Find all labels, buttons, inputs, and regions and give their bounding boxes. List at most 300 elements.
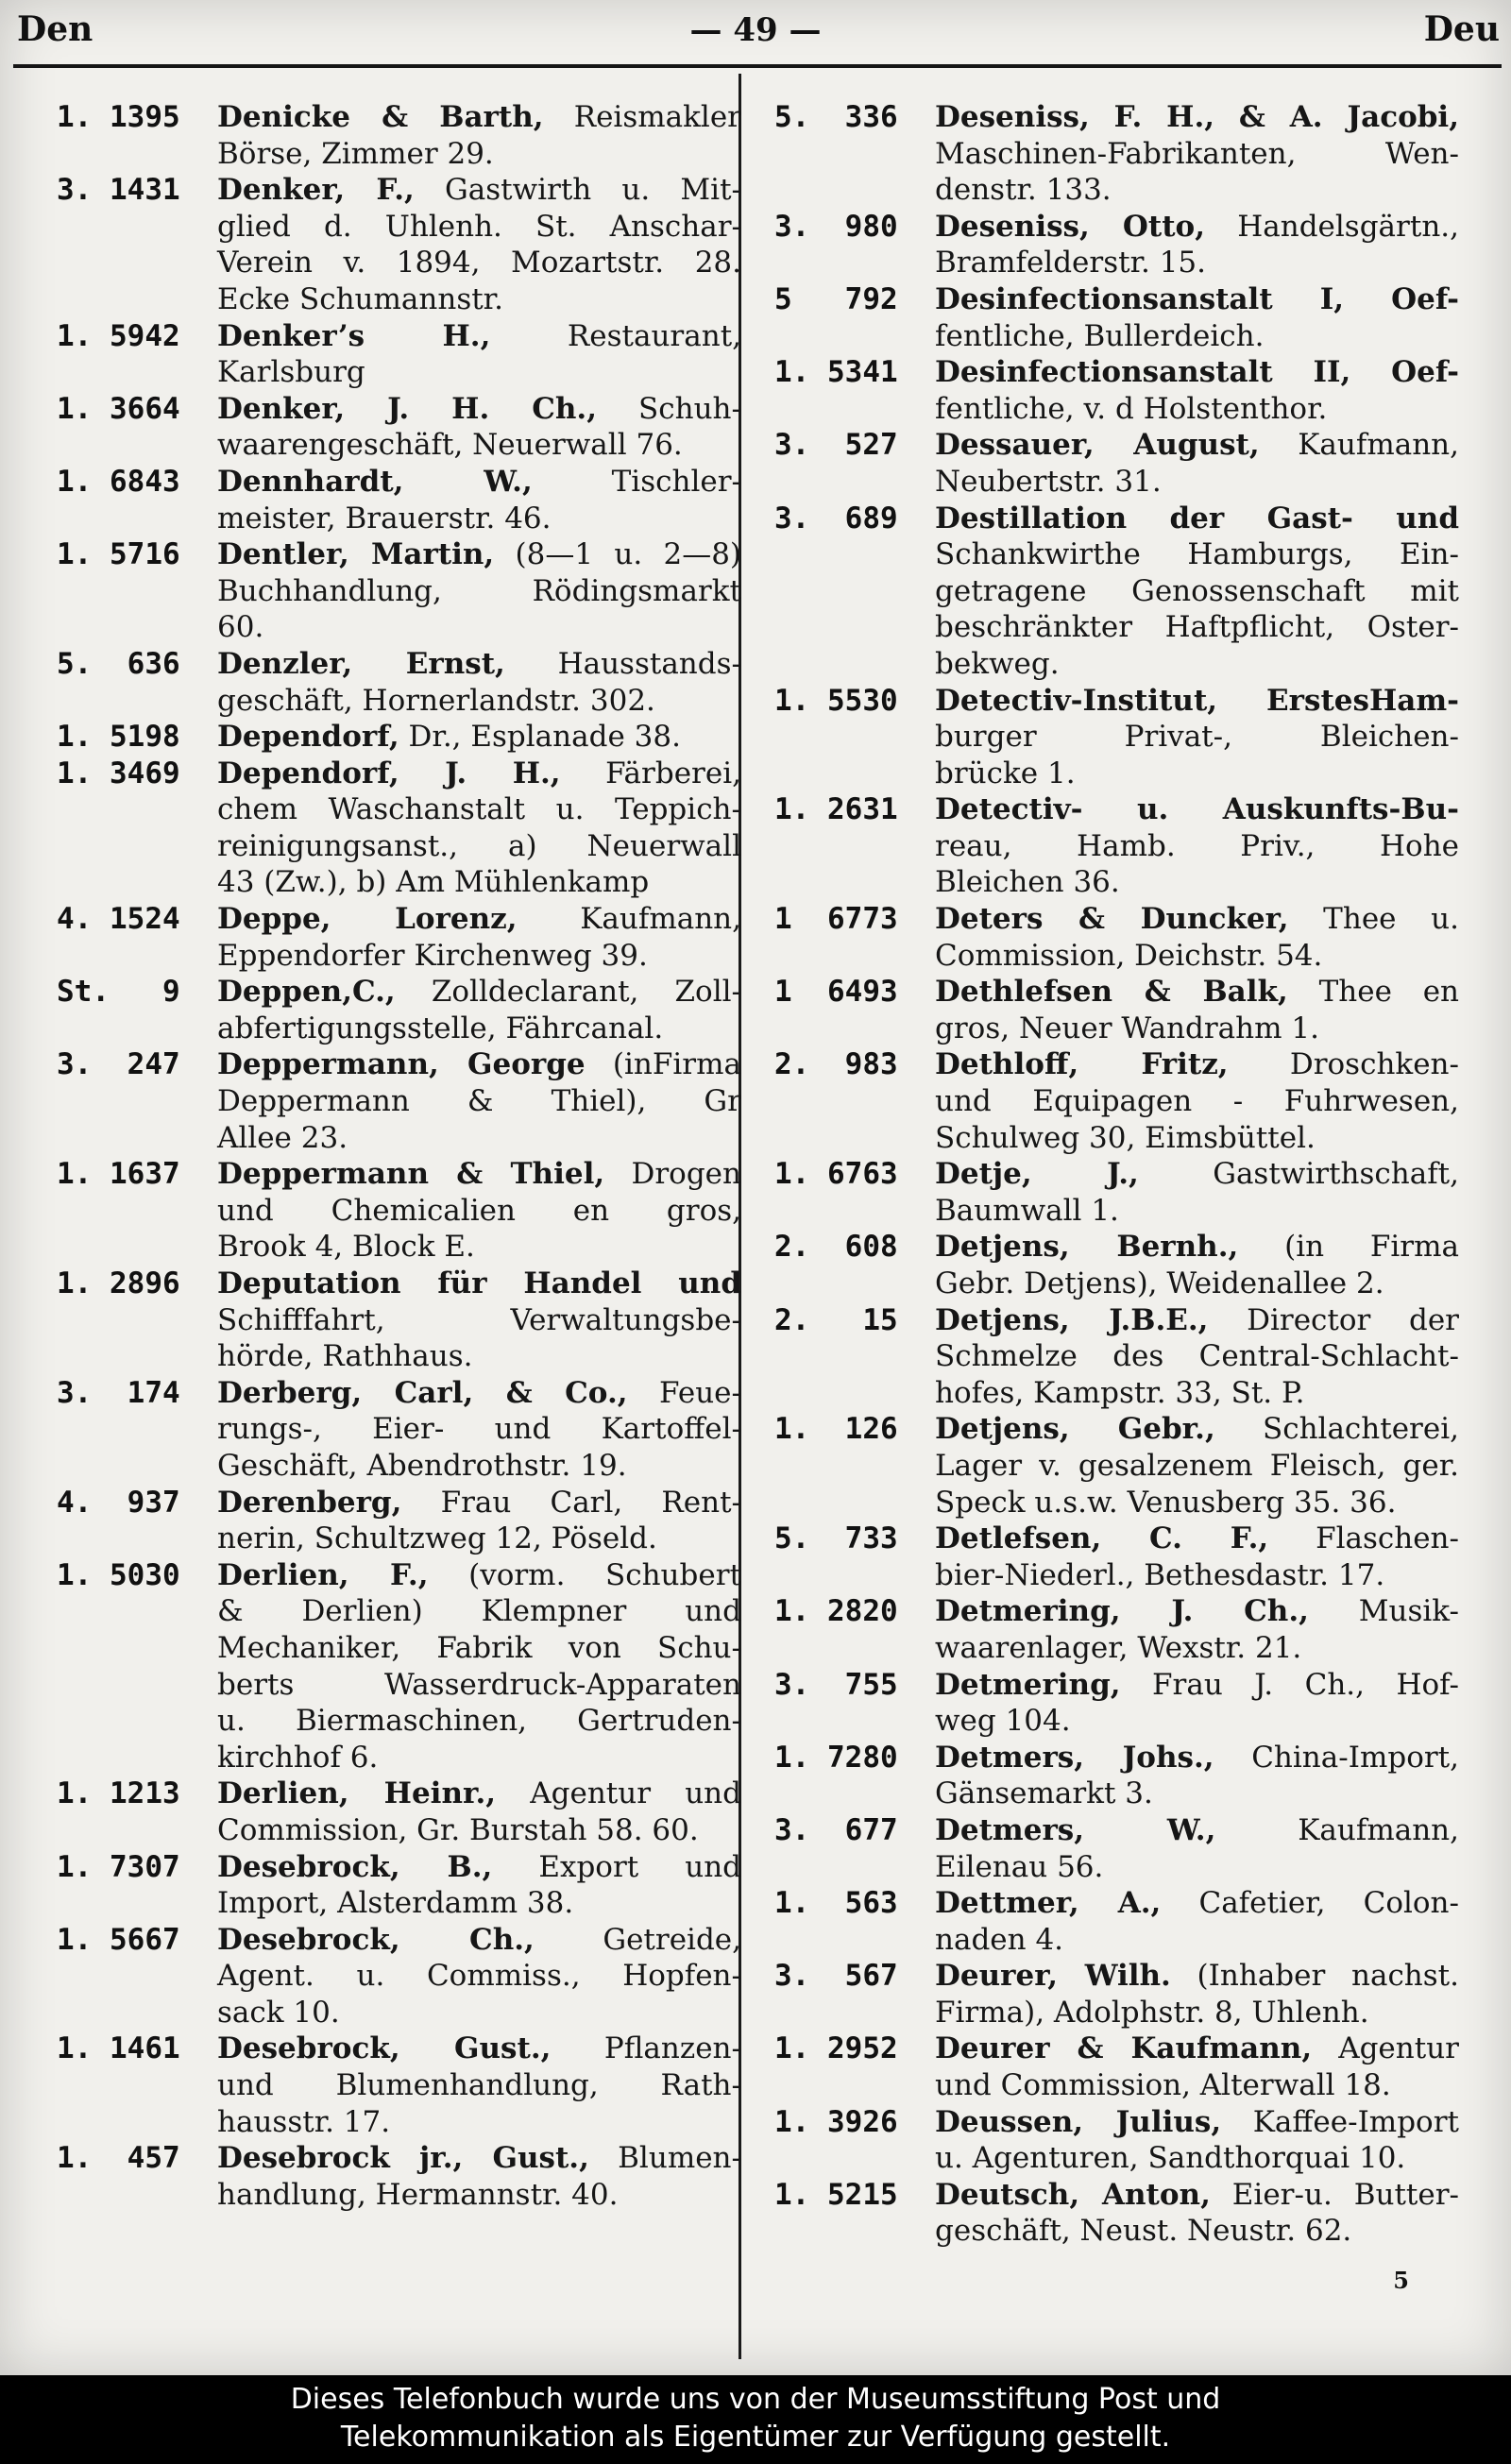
entry-detail: Kaffee-Import bbox=[1252, 2104, 1459, 2139]
entry-detail: Commission, Gr. Burstah 58. 60. bbox=[217, 1812, 699, 1847]
entry-name: Denzler, Ernst, bbox=[217, 646, 505, 681]
entry-text bbox=[217, 1557, 741, 1776]
entry-detail: (8—1 u. 2—8) bbox=[515, 537, 742, 572]
entry-text bbox=[217, 1375, 741, 1485]
directory-entry bbox=[57, 2140, 741, 2213]
entry-detail: Import, Alsterdamm 38. bbox=[217, 1886, 574, 1921]
directory-entry bbox=[774, 1229, 1473, 1301]
entry-detail: Börse, Zimmer 29. bbox=[217, 136, 494, 171]
entry-detail: Agentur und bbox=[530, 1776, 741, 1811]
entry-name: Dennhardt, W., bbox=[217, 464, 533, 499]
phone-number: 2. 983 bbox=[774, 1047, 898, 1082]
entry-text bbox=[217, 1156, 741, 1266]
entry-detail: fentliche, v. d Holstenthor. bbox=[935, 391, 1328, 426]
phone-number: 1. 6843 bbox=[57, 464, 180, 499]
phone-number: 1. 5667 bbox=[57, 1922, 180, 1957]
directory-entry bbox=[57, 99, 741, 172]
entry-name: Detmering, J. Ch., bbox=[935, 1594, 1309, 1629]
directory-entry bbox=[57, 1557, 741, 1776]
entry-text bbox=[935, 281, 1459, 354]
directory-entry bbox=[57, 318, 741, 391]
entry-name: Desebrock, Ch., bbox=[217, 1922, 535, 1957]
phone-number: 1. 3664 bbox=[57, 391, 180, 426]
entry-text bbox=[217, 2031, 741, 2140]
entry-text bbox=[935, 1958, 1459, 2031]
signature-mark: 5 bbox=[1393, 2267, 1409, 2294]
entry-detail: Schlachterei, bbox=[1262, 1412, 1459, 1447]
phone-number: 1. 2820 bbox=[774, 1594, 898, 1629]
entry-name: Derenberg, bbox=[217, 1485, 402, 1520]
entry-name: Destillation der Gast- und bbox=[935, 501, 1459, 535]
entry-text bbox=[935, 1302, 1459, 1412]
entry-detail: fentliche, Bullerdeich. bbox=[935, 318, 1265, 353]
phone-number: 3. 689 bbox=[774, 501, 898, 535]
entry-text bbox=[935, 1046, 1459, 1156]
entry-text bbox=[935, 2104, 1459, 2177]
entry-detail: chem Waschanstalt u. Teppich- bbox=[217, 792, 741, 827]
entry-detail: Restaurant, bbox=[567, 318, 741, 353]
phone-number: 3. 174 bbox=[57, 1375, 180, 1410]
directory-entry bbox=[774, 1885, 1473, 1958]
entry-name: Dentler, Martin, bbox=[217, 537, 495, 572]
entry-detail: Schuh- bbox=[638, 391, 741, 426]
directory-entry bbox=[57, 1046, 742, 1156]
entry-detail: Eilenau 56. bbox=[935, 1849, 1104, 1884]
entry-name: Denicke & Barth, bbox=[217, 100, 544, 134]
entry-text bbox=[935, 1593, 1459, 1666]
entry-detail: Verein v. 1894, Mozartstr. 28. bbox=[217, 246, 741, 280]
entry-name: Deters & Duncker, bbox=[935, 902, 1289, 937]
directory-entry bbox=[57, 1156, 741, 1266]
phone-number: 1. 1395 bbox=[57, 100, 180, 134]
entry-detail: und Chemicalien en gros, bbox=[217, 1193, 741, 1228]
entry-text bbox=[217, 536, 741, 646]
entry-name: Deussen, Julius, bbox=[935, 2104, 1222, 2139]
entry-text bbox=[217, 756, 741, 901]
entry-detail: Kaufmann, bbox=[580, 902, 741, 937]
entry-detail: sack 10. bbox=[217, 1995, 340, 2030]
entry-text bbox=[217, 646, 741, 719]
directory-entry bbox=[57, 1776, 741, 1848]
directory-entry bbox=[774, 354, 1473, 427]
entry-name: Desebrock, Gust., bbox=[217, 2031, 552, 2066]
entry-text bbox=[217, 719, 741, 756]
phone-number: 1. 5215 bbox=[774, 2177, 898, 2212]
entry-detail: Feue- bbox=[659, 1375, 741, 1410]
entry-detail: geschäft, Neust. Neustr. 62. bbox=[935, 2214, 1352, 2249]
directory-entry bbox=[774, 791, 1473, 901]
entry-text bbox=[935, 2177, 1459, 2250]
entry-name: Derlien, F., bbox=[217, 1557, 429, 1592]
entry-detail: Mechaniker, Fabrik von Schu- bbox=[217, 1630, 741, 1665]
entry-detail: naden 4. bbox=[935, 1922, 1064, 1957]
entry-text bbox=[935, 1411, 1459, 1521]
entry-detail: Schankwirthe Hamburgs, Ein- bbox=[935, 537, 1459, 572]
entry-detail: Eppendorfer Kirchenweg 39. bbox=[217, 938, 648, 973]
entry-text bbox=[217, 1922, 741, 2031]
directory-entry bbox=[774, 281, 1473, 354]
footer-line-2: Telekommunikation als Eigentümer zur Verfügung gestellt. bbox=[340, 2421, 1171, 2454]
directory-entry bbox=[774, 99, 1473, 209]
entry-detail: brücke 1. bbox=[935, 756, 1076, 790]
entry-detail: und Blumenhandlung, Rath- bbox=[217, 2068, 741, 2103]
entry-name: Detjens, J.B.E., bbox=[935, 1302, 1209, 1337]
phone-number: 1. 3469 bbox=[57, 756, 180, 790]
entry-detail: Schifffahrt, Verwaltungsbe- bbox=[217, 1302, 741, 1337]
phone-number: 1. 5198 bbox=[57, 720, 180, 755]
entry-detail: (in Firma bbox=[1284, 1230, 1459, 1265]
entry-detail: meister, Brauerstr. 46. bbox=[217, 501, 552, 535]
entry-text bbox=[935, 683, 1459, 792]
entry-text bbox=[217, 464, 741, 536]
directory-entry bbox=[57, 2031, 741, 2140]
phone-number: 4. 937 bbox=[57, 1485, 180, 1520]
entry-detail: Schmelze des Central-Schlacht- bbox=[935, 1339, 1459, 1374]
entry-detail: Frau Carl, Rent- bbox=[440, 1485, 742, 1520]
phone-number: 1. 7307 bbox=[57, 1849, 180, 1884]
directory-entry bbox=[774, 974, 1473, 1046]
directory-entry bbox=[57, 1849, 742, 1922]
phone-number: 1. 457 bbox=[57, 2141, 180, 2176]
phone-number: 1. 1637 bbox=[57, 1157, 180, 1192]
directory-entry bbox=[774, 1302, 1473, 1412]
page-number: — 49 — bbox=[689, 11, 822, 49]
header-right-keyword: Deu bbox=[1423, 9, 1500, 49]
entry-detail: Gastwirth u. Mit- bbox=[444, 173, 742, 208]
entry-detail: glied d. Uhlenh. St. Anschar- bbox=[217, 209, 741, 244]
directory-entry bbox=[774, 901, 1473, 974]
directory-entry bbox=[774, 1812, 1473, 1885]
entry-name: Detectiv- u. Auskunfts-Bu- bbox=[935, 792, 1459, 827]
entry-detail: und Equipagen - Fuhrwesen, bbox=[935, 1084, 1459, 1119]
directory-entry bbox=[57, 1266, 741, 1375]
entry-text bbox=[217, 1776, 741, 1848]
entry-text bbox=[217, 391, 741, 464]
entry-detail: Director der bbox=[1247, 1302, 1459, 1337]
phone-number: 1. 1461 bbox=[57, 2031, 180, 2066]
entry-text bbox=[217, 1485, 741, 1557]
entry-name: Dependorf, J. H., bbox=[217, 756, 561, 790]
entry-text bbox=[935, 901, 1459, 974]
entry-name: Deputation für Handel und bbox=[217, 1266, 741, 1300]
entry-name: Detmering, bbox=[935, 1667, 1121, 1702]
phone-number: 2. 15 bbox=[774, 1302, 898, 1337]
entry-detail: Eier-u. Butter- bbox=[1231, 2177, 1459, 2212]
phone-number: 5 792 bbox=[774, 281, 898, 316]
entry-detail: China-Import, bbox=[1251, 1740, 1459, 1775]
footer-line-1: Dieses Telefonbuch wurde uns von der Museumsstiftung Post und bbox=[290, 2383, 1221, 2416]
entry-name: Deppermann & Thiel, bbox=[217, 1157, 605, 1192]
entry-detail: Musik- bbox=[1358, 1594, 1460, 1629]
entry-name: Desinfectionsanstalt II, Oef- bbox=[935, 355, 1459, 390]
entry-text bbox=[217, 974, 741, 1046]
entry-detail: Flaschen- bbox=[1316, 1521, 1459, 1556]
directory-entry bbox=[774, 1156, 1473, 1229]
entry-detail: Blumen- bbox=[618, 2141, 741, 2176]
phone-number: 1. 5030 bbox=[57, 1557, 180, 1592]
entry-name: Deseniss, Otto, bbox=[935, 209, 1206, 244]
entry-text bbox=[217, 172, 741, 317]
directory-entry bbox=[774, 1667, 1473, 1740]
entry-name: Detje, J., bbox=[935, 1157, 1139, 1192]
entry-name: Deseniss, F. H., & A. Jacobi, bbox=[935, 100, 1459, 134]
entry-text bbox=[935, 1521, 1459, 1593]
entry-name: Dethlefsen & Balk, bbox=[935, 975, 1288, 1010]
entry-detail: 60. bbox=[217, 610, 264, 645]
entry-detail: hörde, Rathhaus. bbox=[217, 1339, 473, 1374]
directory-entry bbox=[57, 974, 742, 1046]
header-divider bbox=[13, 64, 1502, 68]
entry-text bbox=[935, 1885, 1459, 1958]
entry-text bbox=[935, 1812, 1459, 1885]
entry-text bbox=[935, 1740, 1459, 1812]
entry-name: Deppe, Lorenz, bbox=[217, 902, 518, 937]
entry-detail: Thee u. bbox=[1323, 902, 1459, 937]
phone-number: 5. 733 bbox=[774, 1521, 898, 1556]
entry-detail: Tischler- bbox=[611, 464, 742, 499]
phone-number: 2. 608 bbox=[774, 1230, 898, 1265]
entry-name: Dethloff, Fritz, bbox=[935, 1047, 1229, 1082]
entry-detail: u. Agenturen, Sandthorquai 10. bbox=[935, 2141, 1406, 2176]
entry-name: Detmers, Johs., bbox=[935, 1740, 1214, 1775]
entry-text bbox=[935, 1156, 1459, 1229]
entry-detail: u. Biermaschinen, Gertruden- bbox=[217, 1704, 741, 1739]
entry-detail: Cafetier, Colon- bbox=[1198, 1886, 1459, 1921]
entry-name: Denker’s H., bbox=[217, 318, 491, 353]
entry-name: Deutsch, Anton, bbox=[935, 2177, 1211, 2212]
entry-detail: hausstr. 17. bbox=[217, 2104, 391, 2139]
directory-entry bbox=[774, 683, 1473, 792]
entry-detail: Bleichen 36. bbox=[935, 865, 1120, 900]
entry-text bbox=[217, 99, 741, 172]
entry-detail: Deppermann & Thiel), Gr bbox=[217, 1084, 741, 1119]
directory-entry bbox=[774, 1740, 1473, 1812]
entry-detail: Hausstands- bbox=[557, 646, 741, 681]
entry-detail: Gebr. Detjens), Weidenallee 2. bbox=[935, 1266, 1384, 1300]
entry-text bbox=[935, 2031, 1459, 2103]
entry-detail: Ecke Schumannstr. bbox=[217, 281, 503, 316]
entry-text bbox=[217, 1266, 741, 1375]
phone-number: 3. 1431 bbox=[57, 173, 180, 208]
entry-detail: & Derlien) Klempner und bbox=[217, 1594, 741, 1629]
entry-detail: Kaufmann, bbox=[1298, 1812, 1459, 1847]
phone-number: 1. 2896 bbox=[57, 1266, 180, 1300]
directory-entry bbox=[57, 1922, 742, 2031]
entry-text bbox=[217, 1849, 741, 1922]
entry-detail: beschränkter Haftpflicht, Oster- bbox=[935, 610, 1459, 645]
entry-detail: Thee en bbox=[1318, 975, 1460, 1010]
entry-detail: Karlsburg bbox=[217, 355, 365, 390]
entry-detail: waarenlager, Wexstr. 21. bbox=[935, 1630, 1302, 1665]
phone-number: 3. 247 bbox=[57, 1047, 180, 1082]
entry-name: Derlien, Heinr., bbox=[217, 1776, 497, 1811]
entry-detail: getragene Genossenschaft mit bbox=[935, 573, 1459, 608]
entry-text bbox=[935, 791, 1459, 901]
entry-detail: waarengeschäft, Neuerwall 76. bbox=[217, 428, 683, 463]
phone-number: 1. 5341 bbox=[774, 355, 898, 390]
left-column bbox=[57, 99, 742, 2213]
directory-entry bbox=[57, 464, 742, 536]
directory-entry bbox=[774, 209, 1473, 281]
directory-entry bbox=[774, 1046, 1473, 1156]
directory-entry bbox=[57, 391, 741, 464]
entry-detail: Droschken- bbox=[1289, 1047, 1459, 1082]
directory-entry bbox=[57, 756, 741, 901]
entry-detail: Färberei, bbox=[605, 756, 741, 790]
entry-detail: Dr., Esplanade 38. bbox=[408, 720, 681, 755]
entry-detail: Agentur bbox=[1338, 2031, 1459, 2066]
entry-name: Desinfectionsanstalt I, Oef- bbox=[935, 281, 1459, 316]
entry-detail: nerin, Schultzweg 12, Pöseld. bbox=[217, 1521, 657, 1556]
entry-detail: Zolldeclarant, Zoll- bbox=[431, 975, 742, 1010]
entry-detail: Drogen bbox=[631, 1157, 741, 1192]
entry-detail: handlung, Hermannstr. 40. bbox=[217, 2177, 619, 2212]
phone-number: 1 6773 bbox=[774, 902, 898, 937]
phone-number: 1. 2952 bbox=[774, 2031, 898, 2066]
entry-text bbox=[217, 318, 741, 391]
entry-detail: Frau J. Ch., Hof- bbox=[1152, 1667, 1459, 1702]
phone-number: 5. 336 bbox=[774, 100, 898, 134]
entry-name: Detectiv-Institut, ErstesHam- bbox=[935, 683, 1459, 718]
entry-name: Deppen,C., bbox=[217, 975, 396, 1010]
entry-detail: und Commission, Alterwall 18. bbox=[935, 2068, 1391, 2103]
entry-name: Desebrock jr., Gust., bbox=[217, 2141, 589, 2176]
entry-detail: 43 (Zw.), b) Am Mühlenkamp bbox=[217, 865, 650, 900]
entry-detail: Firma), Adolphstr. 8, Uhlenh. bbox=[935, 1995, 1369, 2030]
entry-text bbox=[935, 354, 1459, 427]
entry-detail: Commission, Deichstr. 54. bbox=[935, 938, 1323, 973]
directory-entry bbox=[774, 2031, 1473, 2103]
entry-detail: Brook 4, Block E. bbox=[217, 1230, 475, 1265]
entry-detail: reau, Hamb. Priv., Hohe bbox=[935, 828, 1459, 863]
directory-entry bbox=[57, 172, 742, 317]
entry-detail: Speck u.s.w. Venusberg 35. 36. bbox=[935, 1485, 1397, 1520]
entry-detail: Baumwall 1. bbox=[935, 1193, 1119, 1228]
entry-name: Deppermann, George bbox=[217, 1047, 586, 1082]
entry-detail: (inFirma bbox=[612, 1047, 742, 1082]
entry-detail: Agent. u. Commiss., Hopfen- bbox=[217, 1959, 741, 1994]
directory-entry bbox=[774, 501, 1473, 683]
entry-detail: Export und bbox=[538, 1849, 742, 1884]
entry-detail: weg 104. bbox=[935, 1704, 1071, 1739]
entry-detail: burger Privat-, Bleichen- bbox=[935, 720, 1459, 755]
directory-entry bbox=[57, 1485, 742, 1557]
entry-detail: Handelsgärtn., bbox=[1237, 209, 1459, 244]
directory-entry bbox=[774, 1593, 1473, 1666]
entry-detail: kirchhof 6. bbox=[217, 1740, 379, 1775]
phone-number: 3. 677 bbox=[774, 1812, 898, 1847]
directory-entry bbox=[57, 646, 741, 719]
directory-entry bbox=[774, 1521, 1473, 1593]
directory-entry bbox=[57, 719, 727, 756]
phone-number: 1. 5716 bbox=[57, 537, 180, 572]
entry-name: Dessauer, August, bbox=[935, 428, 1260, 463]
footer-notice bbox=[0, 2375, 1511, 2464]
phone-number: St. 9 bbox=[57, 975, 180, 1010]
phone-number: 1. 7280 bbox=[774, 1740, 898, 1775]
right-column bbox=[774, 99, 1473, 2250]
entry-detail: Maschinen-Fabrikanten, Wen- bbox=[935, 136, 1459, 171]
entry-text bbox=[217, 901, 741, 974]
entry-detail: Reismakler bbox=[573, 100, 741, 134]
entry-detail: Gänsemarkt 3. bbox=[935, 1776, 1153, 1811]
entry-detail: Neubertstr. 31. bbox=[935, 464, 1162, 499]
phone-number: 3. 527 bbox=[774, 428, 898, 463]
entry-detail: Bramfelderstr. 15. bbox=[935, 246, 1207, 280]
entry-detail: Buchhandlung, Rödingsmarkt bbox=[217, 573, 741, 608]
phone-number: 1. 5942 bbox=[57, 318, 180, 353]
entry-text bbox=[935, 1667, 1459, 1740]
phone-number: 4. 1524 bbox=[57, 902, 180, 937]
entry-detail: (Inhaber nachst. bbox=[1197, 1959, 1459, 1994]
entry-detail: denstr. 133. bbox=[935, 173, 1112, 208]
entry-name: Deurer & Kaufmann, bbox=[935, 2031, 1313, 2066]
entry-detail: Getreide, bbox=[603, 1922, 742, 1957]
entry-detail: gros, Neuer Wandrahm 1. bbox=[935, 1011, 1319, 1045]
phone-number: 3. 755 bbox=[774, 1667, 898, 1702]
entry-detail: abfertigungsstelle, Fährcanal. bbox=[217, 1011, 664, 1045]
entry-name: Dettmer, A., bbox=[935, 1886, 1162, 1921]
directory-entry bbox=[57, 536, 742, 646]
directory-entry bbox=[57, 1375, 741, 1485]
entry-name: Denker, F., bbox=[217, 173, 415, 208]
entry-name: Derberg, Carl, & Co., bbox=[217, 1375, 628, 1410]
entry-name: Deurer, Wilh. bbox=[935, 1959, 1171, 1994]
phone-number: 5. 636 bbox=[57, 646, 180, 681]
directory-entry bbox=[774, 1958, 1473, 2031]
phone-number: 1 6493 bbox=[774, 975, 898, 1010]
entry-text bbox=[935, 99, 1459, 209]
directory-entry bbox=[57, 901, 741, 974]
entry-text bbox=[935, 974, 1459, 1046]
entry-text bbox=[217, 1046, 741, 1156]
entry-detail: Schulweg 30, Eimsbüttel. bbox=[935, 1120, 1316, 1155]
entry-detail: reinigungsanst., a) Neuerwall bbox=[217, 828, 741, 863]
phone-number: 1. 126 bbox=[774, 1412, 898, 1447]
entry-text bbox=[217, 2140, 741, 2213]
phone-number: 1. 6763 bbox=[774, 1157, 898, 1192]
entry-detail: rungs-, Eier- und Kartoffel- bbox=[217, 1412, 741, 1447]
entry-detail: Lager v. gesalzenem Fleisch, ger. bbox=[935, 1448, 1459, 1483]
directory-entry bbox=[774, 1411, 1473, 1521]
entry-detail: Allee 23. bbox=[217, 1120, 348, 1155]
directory-entry bbox=[774, 2177, 1473, 2250]
phone-number: 3. 567 bbox=[774, 1959, 898, 1994]
entry-text bbox=[935, 1229, 1459, 1301]
entry-name: Denker, J. H. Ch., bbox=[217, 391, 597, 426]
entry-text bbox=[935, 501, 1459, 683]
entry-detail: bier-Niederl., Bethesdastr. 17. bbox=[935, 1557, 1385, 1592]
entry-detail: Kaufmann, bbox=[1298, 428, 1459, 463]
phone-number: 1. 2631 bbox=[774, 792, 898, 827]
entry-name: Detlefsen, C. F., bbox=[935, 1521, 1269, 1556]
directory-entry bbox=[774, 427, 1473, 500]
header-left-keyword: Den bbox=[17, 9, 93, 49]
entry-text bbox=[935, 427, 1459, 500]
entry-name: Detjens, Gebr., bbox=[935, 1412, 1215, 1447]
phone-number: 1. 563 bbox=[774, 1886, 898, 1921]
entry-name: Desebrock, B., bbox=[217, 1849, 493, 1884]
entry-name: Dependorf, bbox=[217, 720, 399, 755]
entry-detail: berts Wasserdruck-Apparaten bbox=[217, 1667, 741, 1702]
entry-name: Detjens, Bernh., bbox=[935, 1230, 1239, 1265]
entry-detail: (vorm. Schubert bbox=[468, 1557, 741, 1592]
entry-detail: Gastwirthschaft, bbox=[1213, 1157, 1459, 1192]
entry-name: Detmers, W., bbox=[935, 1812, 1216, 1847]
entry-text bbox=[935, 209, 1459, 281]
directory-entry bbox=[774, 2104, 1473, 2177]
phone-number: 1. 1213 bbox=[57, 1776, 180, 1811]
